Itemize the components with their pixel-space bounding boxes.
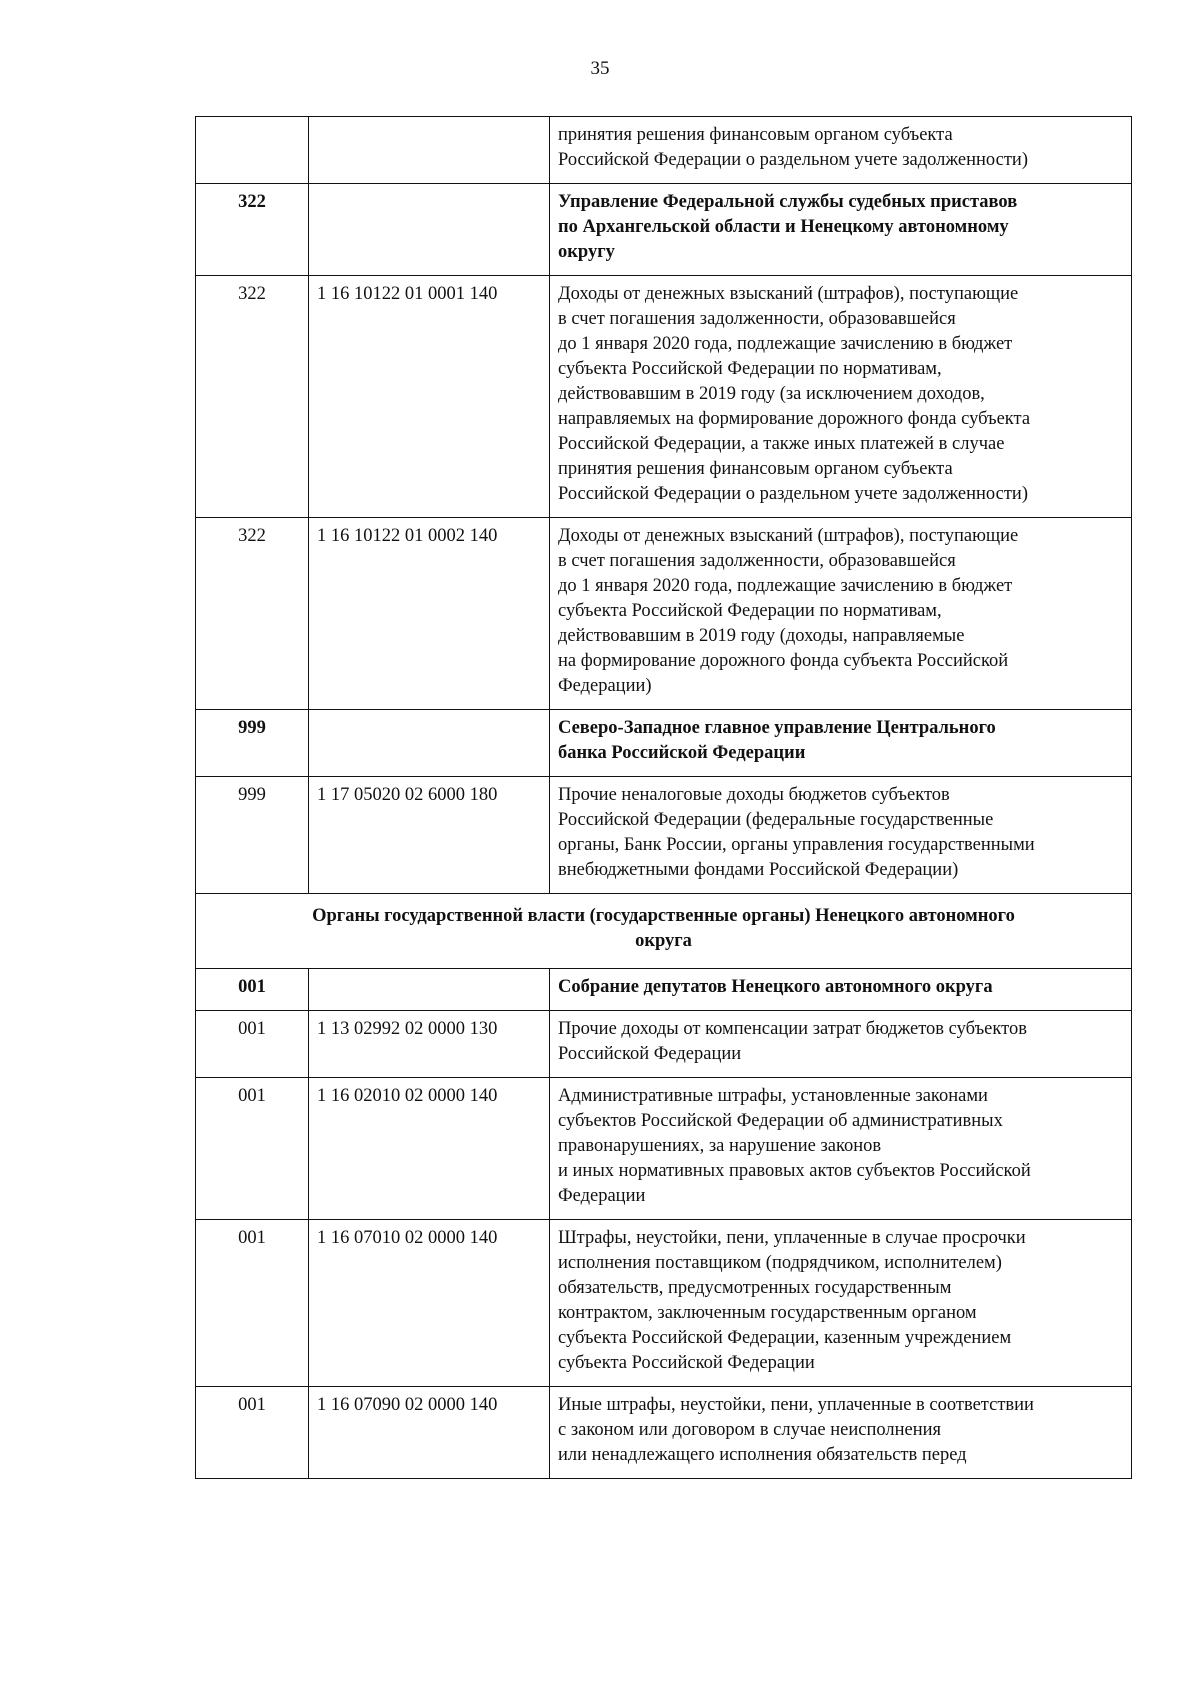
description-cell: Прочие доходы от компенсации затрат бюджетов субъектов Российской Федерации <box>550 1011 1132 1078</box>
description-cell: Доходы от денежных взысканий (штрафов), поступающие в счет погашения задолженности, образовавшейся до 1 января 2020 года, подлежащие зачислению в бюджет субъекта Российской Федерации по нормативам, действовавшим в 2019 году (за исключением доходов, направляемых на формирование дорожного фонда субъекта Российской Федерации, а также иных платежей в случае принятия решения финансовым органом субъекта Российской Федерации о раздельном учете задолженности) <box>550 276 1132 518</box>
table-row <box>196 1011 1132 1078</box>
admin-code-cell: 322 <box>196 184 309 276</box>
kbk-code-cell <box>309 117 550 184</box>
kbk-code-cell <box>309 710 550 777</box>
section-header-row <box>196 894 1132 969</box>
admin-code-cell: 001 <box>196 1387 309 1479</box>
table-row <box>196 1078 1132 1220</box>
kbk-code-cell: 1 16 10122 01 0002 140 <box>309 518 550 710</box>
admin-code-cell: 322 <box>196 518 309 710</box>
table-row <box>196 276 1132 518</box>
page-number: 35 <box>590 58 610 79</box>
administrator-name-cell: Северо-Западное главное управление Центрального банка Российской Федерации <box>550 710 1132 777</box>
admin-code-cell: 001 <box>196 969 309 1011</box>
table-row <box>196 969 1132 1011</box>
description-cell: Административные штрафы, установленные законами субъектов Российской Федерации об административных правонарушениях, за нарушение законов и иных нормативных правовых актов субъектов Российской Федерации <box>550 1078 1132 1220</box>
administrator-name-cell: Управление Федеральной службы судебных приставов по Архангельской области и Ненецкому автономному округу <box>550 184 1132 276</box>
administrator-name-cell: Собрание депутатов Ненецкого автономного округа <box>550 969 1132 1011</box>
admin-code-cell: 001 <box>196 1220 309 1387</box>
admin-code-cell: 322 <box>196 276 309 518</box>
admin-code-cell <box>196 117 309 184</box>
section-title: Органы государственной власти (государственные органы) Ненецкого автономного округа <box>196 894 1132 969</box>
description-cell: Иные штрафы, неустойки, пени, уплаченные в соответствии с законом или договором в случае неисполнения или ненадлежащего исполнения обязательств перед <box>550 1387 1132 1479</box>
admin-code-cell: 001 <box>196 1078 309 1220</box>
kbk-code-cell <box>309 184 550 276</box>
kbk-code-cell: 1 16 02010 02 0000 140 <box>309 1078 550 1220</box>
kbk-code-cell: 1 16 07090 02 0000 140 <box>309 1387 550 1479</box>
table-row <box>196 710 1132 777</box>
kbk-code-cell: 1 16 07010 02 0000 140 <box>309 1220 550 1387</box>
description-cell: Доходы от денежных взысканий (штрафов), поступающие в счет погашения задолженности, образовавшейся до 1 января 2020 года, подлежащие зачислению в бюджет субъекта Российской Федерации по нормативам, действовавшим в 2019 году (доходы, направляемые на формирование дорожного фонда субъекта Российской Федерации) <box>550 518 1132 710</box>
table-row <box>196 1387 1132 1479</box>
kbk-code-cell: 1 13 02992 02 0000 130 <box>309 1011 550 1078</box>
table-row <box>196 518 1132 710</box>
kbk-code-cell: 1 17 05020 02 6000 180 <box>309 777 550 894</box>
table-row <box>196 117 1132 184</box>
table-row <box>196 777 1132 894</box>
description-cell: Прочие неналоговые доходы бюджетов субъектов Российской Федерации (федеральные государственные органы, Банк России, органы управления государственными внебюджетными фондами Российской Федерации) <box>550 777 1132 894</box>
revenue-codes-table <box>195 116 1132 1479</box>
description-cell: Штрафы, неустойки, пени, уплаченные в случае просрочки исполнения поставщиком (подрядчиком, исполнителем) обязательств, предусмотренных государственным контрактом, заключенным государственным органом субъекта Российской Федерации, казенным учреждением субъекта Российской Федерации <box>550 1220 1132 1387</box>
description-cell: принятия решения финансовым органом субъекта Российской Федерации о раздельном учете задолженности) <box>550 117 1132 184</box>
admin-code-cell: 999 <box>196 777 309 894</box>
kbk-code-cell <box>309 969 550 1011</box>
table-row <box>196 1220 1132 1387</box>
kbk-code-cell: 1 16 10122 01 0001 140 <box>309 276 550 518</box>
admin-code-cell: 999 <box>196 710 309 777</box>
table-row <box>196 184 1132 276</box>
admin-code-cell: 001 <box>196 1011 309 1078</box>
